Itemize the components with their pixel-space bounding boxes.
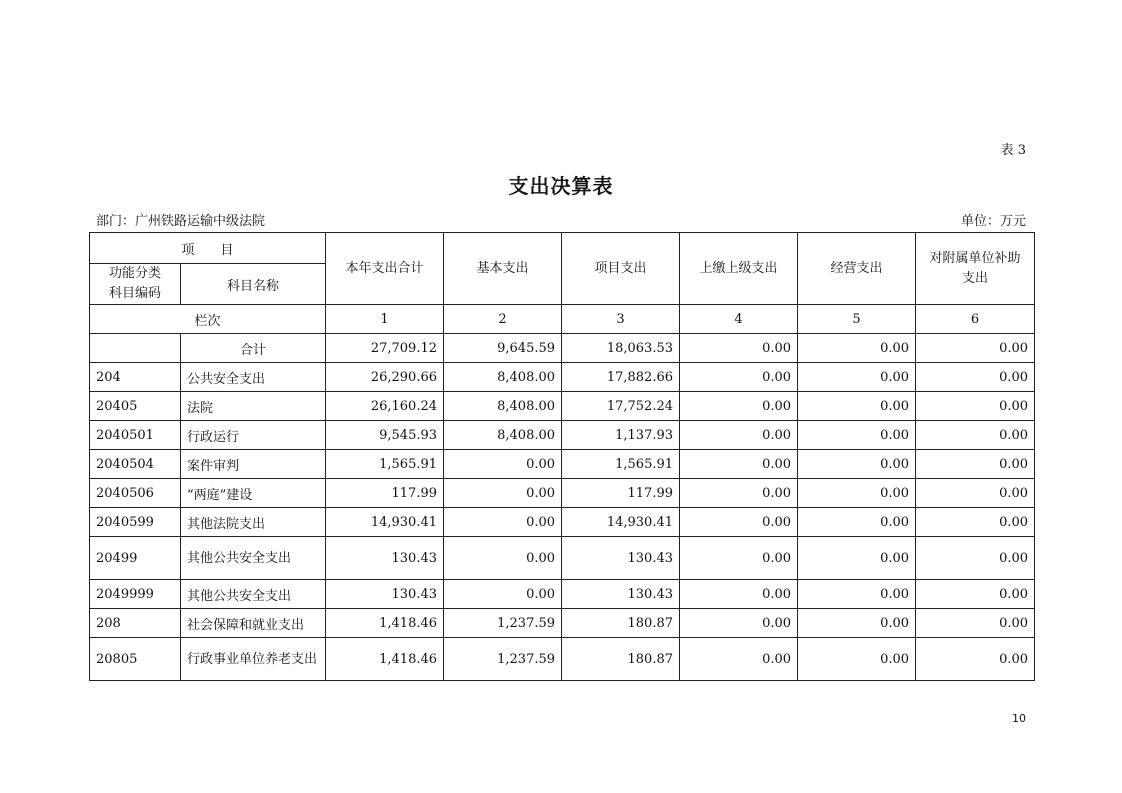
row-value: 14,930.41 [562,508,680,537]
row-value: 0.00 [798,421,916,450]
table-row [90,363,1035,392]
row-value: 1,137.93 [562,421,680,450]
row-value: 18,063.53 [562,334,680,363]
page-number: 10 [1012,712,1026,725]
row-value: 26,160.24 [326,392,444,421]
row-name: 公共安全支出 [181,363,326,392]
row-name: “两庭”建设 [181,479,326,508]
row-value: 0.00 [916,392,1035,421]
column-index-number: 2 [444,305,562,334]
row-name: 行政运行 [181,421,326,450]
row-value: 0.00 [798,334,916,363]
row-value: 9,645.59 [444,334,562,363]
row-value: 0.00 [798,508,916,537]
row-code: 2040504 [90,450,181,479]
row-value: 0.00 [916,508,1035,537]
header-func-code: 功能分类 科目编码 [90,264,181,305]
row-value: 0.00 [798,537,916,580]
table-row [90,609,1035,638]
row-value: 14,930.41 [326,508,444,537]
header-col-basic: 基本支出 [444,233,562,305]
row-value: 1,418.46 [326,609,444,638]
row-value: 0.00 [916,638,1035,681]
row-code: 204 [90,363,181,392]
row-value: 0.00 [680,363,798,392]
table-row [90,508,1035,537]
row-value: 0.00 [916,421,1035,450]
row-name: 案件审判 [181,450,326,479]
row-value: 17,882.66 [562,363,680,392]
row-value: 0.00 [680,638,798,681]
row-code: 2049999 [90,580,181,609]
table-label: 表 3 [1000,143,1026,158]
row-name: 社会保障和就业支出 [181,609,326,638]
row-value: 1,418.46 [326,638,444,681]
page-title: 支出决算表 [508,174,614,198]
department-label: 部门：广州铁路运输中级法院 [96,214,266,229]
header-col-remit: 上缴上级支出 [680,233,798,305]
row-value: 180.87 [562,638,680,681]
row-value: 0.00 [680,609,798,638]
table-row [90,450,1035,479]
row-value: 0.00 [798,609,916,638]
row-name: 其他法院支出 [181,508,326,537]
row-value: 130.43 [326,537,444,580]
row-code: 20805 [90,638,181,681]
row-value: 27,709.12 [326,334,444,363]
expenditure-table [89,232,1035,681]
row-value: 17,752.24 [562,392,680,421]
row-value: 0.00 [798,392,916,421]
row-code [90,334,181,363]
row-value: 9,545.93 [326,421,444,450]
row-value: 0.00 [444,580,562,609]
row-value: 180.87 [562,609,680,638]
row-value: 1,565.91 [326,450,444,479]
header-item-cell: 项 目 [90,233,326,264]
row-code: 2040506 [90,479,181,508]
column-index-number: 1 [326,305,444,334]
column-index-label: 栏次 [90,305,326,334]
table-row [90,479,1035,508]
row-value: 130.43 [562,580,680,609]
header-col-operating: 经营支出 [798,233,916,305]
header-col-project: 项目支出 [562,233,680,305]
row-name: 其他公共安全支出 [181,580,326,609]
row-value: 0.00 [444,537,562,580]
row-value: 26,290.66 [326,363,444,392]
row-value: 117.99 [562,479,680,508]
header-subject-name: 科目名称 [181,264,326,305]
row-value: 0.00 [798,580,916,609]
column-index-number: 5 [798,305,916,334]
row-value: 0.00 [680,450,798,479]
row-code: 20499 [90,537,181,580]
row-value: 0.00 [798,450,916,479]
row-value: 8,408.00 [444,421,562,450]
row-value: 1,237.59 [444,609,562,638]
row-value: 0.00 [916,609,1035,638]
row-value: 130.43 [326,580,444,609]
row-value: 1,237.59 [444,638,562,681]
row-name: 合计 [181,334,326,363]
row-value: 0.00 [916,450,1035,479]
table-row [90,421,1035,450]
row-value: 0.00 [916,334,1035,363]
row-code: 2040501 [90,421,181,450]
row-value: 0.00 [680,479,798,508]
row-name: 其他公共安全支出 [181,537,326,580]
header-col-subsidy: 对附属单位补助 支出 [916,233,1035,305]
row-value: 0.00 [444,450,562,479]
table-row [90,392,1035,421]
row-value: 0.00 [680,334,798,363]
row-value: 0.00 [798,638,916,681]
row-value: 0.00 [798,479,916,508]
table-row [90,638,1035,681]
column-index-number: 6 [916,305,1035,334]
row-code: 208 [90,609,181,638]
column-index-number: 3 [562,305,680,334]
row-value: 117.99 [326,479,444,508]
row-value: 0.00 [680,580,798,609]
row-value: 0.00 [680,508,798,537]
column-index-number: 4 [680,305,798,334]
table-row [90,334,1035,363]
row-value: 0.00 [916,479,1035,508]
row-value: 0.00 [798,363,916,392]
row-value: 0.00 [916,363,1035,392]
row-value: 0.00 [916,580,1035,609]
row-value: 0.00 [444,479,562,508]
row-value: 0.00 [444,508,562,537]
header-row-top [90,233,1035,264]
row-value: 130.43 [562,537,680,580]
table-row [90,537,1035,580]
row-value: 0.00 [680,537,798,580]
row-value: 8,408.00 [444,392,562,421]
row-value: 0.00 [916,537,1035,580]
row-code: 20405 [90,392,181,421]
row-value: 8,408.00 [444,363,562,392]
row-value: 0.00 [680,392,798,421]
row-name: 行政事业单位养老支出 [181,638,326,681]
row-value: 0.00 [680,421,798,450]
row-value: 1,565.91 [562,450,680,479]
table-row [90,580,1035,609]
unit-label: 单位：万元 [960,214,1026,229]
header-col-total: 本年支出合计 [326,233,444,305]
row-code: 2040599 [90,508,181,537]
column-index-row [90,305,1035,334]
row-name: 法院 [181,392,326,421]
